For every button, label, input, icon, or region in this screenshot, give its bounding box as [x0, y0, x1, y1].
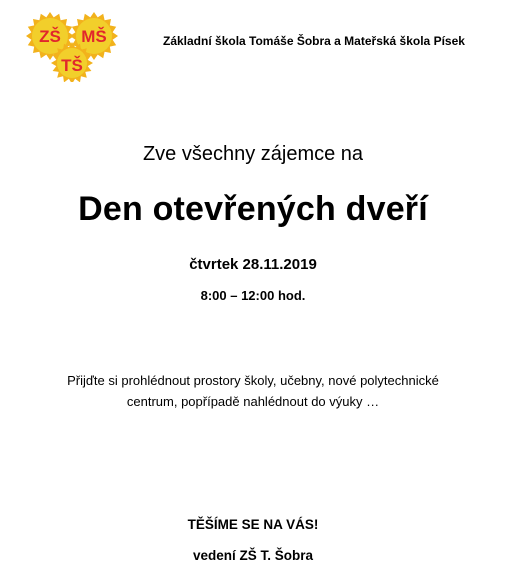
event-time: 8:00 – 12:00 hod. — [200, 288, 306, 303]
school-logo — [22, 8, 126, 82]
logo-letters-ms: MŠ — [81, 27, 107, 46]
closing-greeting: TĚŠÍME SE NA VÁS! — [187, 517, 319, 532]
invitation-body — [0, 370, 506, 412]
event-title: Den otevřených dveří — [78, 190, 428, 228]
logo-letters-ts: TŠ — [61, 56, 83, 75]
sun-logo-icon — [22, 8, 126, 82]
signature: vedení ZŠ T. Šobra — [192, 548, 314, 563]
invitation-body-line-2: centrum, popřípadě nahlédnout do výuky … — [126, 394, 380, 409]
school-name: Základní škola Tomáše Šobra a Mateřská škola Písek — [163, 34, 465, 48]
invitation-body-line-1: Přijďte si prohlédnout prostory školy, učebny, nové polytechnické — [67, 373, 439, 388]
logo-letters-zs: ZŠ — [39, 27, 61, 46]
invitation-intro: Zve všechny zájemce na — [142, 143, 364, 165]
event-date: čtvrtek 28.11.2019 — [189, 256, 317, 273]
